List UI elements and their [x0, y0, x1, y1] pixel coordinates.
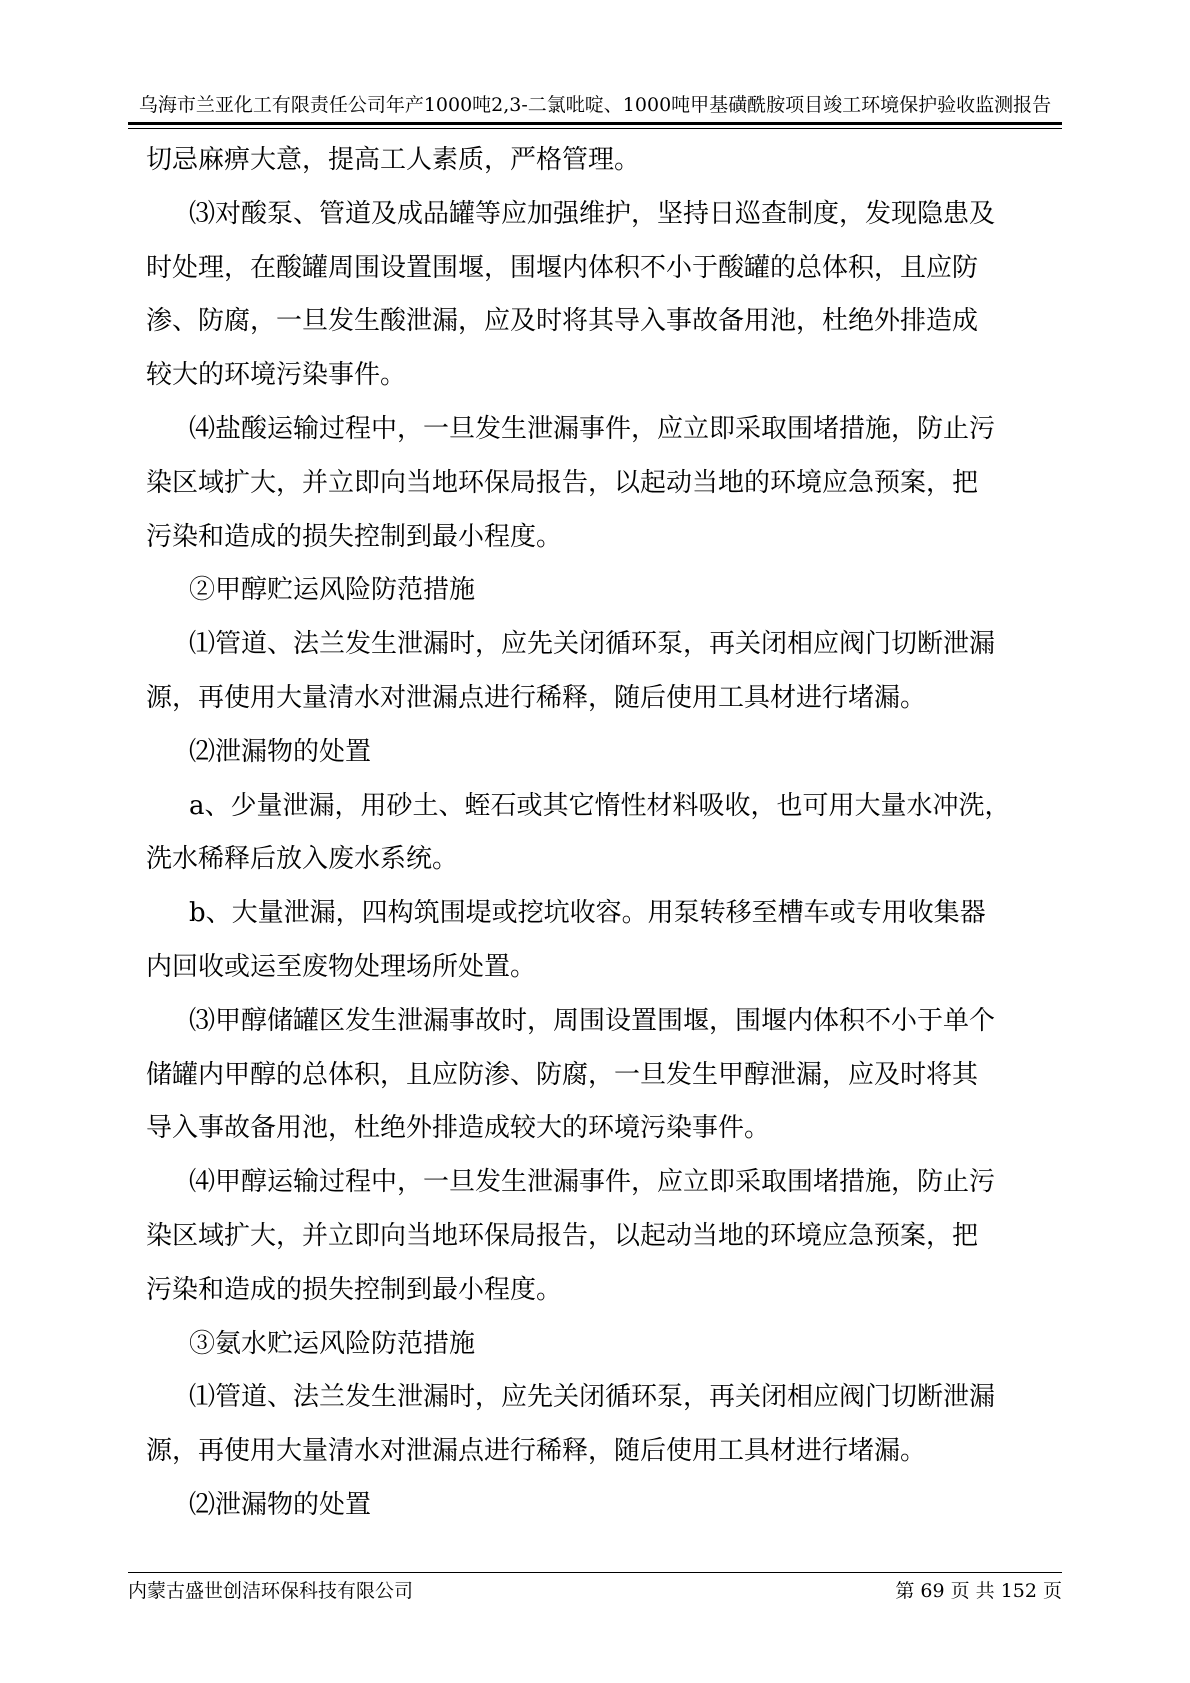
text-line: ⑶甲醇储罐区发生泄漏事故时，周围设置围堰，围堰内体积不小于单个 — [189, 1005, 996, 1036]
header-divider-thick — [128, 122, 1062, 125]
text-line: 导入事故备用池，杜绝外排造成较大的环境污染事件。 — [146, 1113, 771, 1144]
text-line: a、少量泄漏，用砂土、蛭石或其它惰性材料吸收，也可用大量水冲洗， — [189, 790, 1011, 821]
text-line: 内回收或运至废物处理场所处置。 — [146, 951, 537, 982]
footer-company: 内蒙古盛世创洁环保科技有限公司 — [128, 1580, 414, 1602]
text-line: 源，再使用大量清水对泄漏点进行稀释，随后使用工具材进行堵漏。 — [146, 682, 927, 713]
section-heading: ③氨水贮运风险防范措施 — [189, 1328, 476, 1359]
text-line: 时处理，在酸罐周围设置围堰，围堰内体积不小于酸罐的总体积，且应防 — [146, 252, 979, 283]
text-line: 洗水稀释后放入废水系统。 — [146, 844, 459, 875]
text-line: 源，再使用大量清水对泄漏点进行稀释，随后使用工具材进行堵漏。 — [146, 1436, 927, 1467]
text-line: 储罐内甲醇的总体积，且应防渗、防腐，一旦发生甲醇泄漏，应及时将其 — [146, 1059, 979, 1090]
section-heading: ②甲醇贮运风险防范措施 — [189, 575, 476, 606]
page-header-title: 乌海市兰亚化工有限责任公司年产1000吨2,3-二氯吡啶、1000吨甲基磺酰胺项目竣工环境保护验收监测报告 — [138, 94, 1052, 116]
text-line: b、大量泄漏，四构筑围堤或挖坑收容。用泵转移至槽车或专用收集器 — [189, 898, 986, 929]
text-line: 污染和造成的损失控制到最小程度。 — [146, 521, 563, 552]
text-line: ⑴管道、法兰发生泄漏时，应先关闭循环泵，再关闭相应阀门切断泄漏 — [189, 629, 996, 660]
text-line: 渗、防腐，一旦发生酸泄漏，应及时将其导入事故备用池，杜绝外排造成 — [146, 306, 979, 337]
text-line: 污染和造成的损失控制到最小程度。 — [146, 1274, 563, 1305]
text-line: ⑷盐酸运输过程中，一旦发生泄漏事件，应立即采取围堵措施，防止污 — [189, 413, 996, 444]
text-line: ⑴管道、法兰发生泄漏时，应先关闭循环泵，再关闭相应阀门切断泄漏 — [189, 1382, 996, 1413]
text-line: ⑶对酸泵、管道及成品罐等应加强维护，坚持日巡查制度，发现隐患及 — [189, 198, 996, 229]
document-body — [146, 134, 1056, 1533]
footer-divider — [128, 1572, 1062, 1573]
text-line: 染区域扩大，并立即向当地环保局报告，以起动当地的环境应急预案，把 — [146, 467, 979, 498]
text-line: ⑵泄漏物的处置 — [189, 1489, 372, 1520]
text-line: ⑷甲醇运输过程中，一旦发生泄漏事件，应立即采取围堵措施，防止污 — [189, 1167, 996, 1198]
page-number: 第 69 页 共 152 页 — [895, 1580, 1062, 1602]
text-line: 切忌麻痹大意，提高工人素质，严格管理。 — [146, 145, 641, 175]
text-line: 较大的环境污染事件。 — [146, 360, 407, 391]
header-divider-thin — [128, 128, 1062, 129]
text-line: 染区域扩大，并立即向当地环保局报告，以起动当地的环境应急预案，把 — [146, 1220, 979, 1251]
text-line: ⑵泄漏物的处置 — [189, 736, 372, 767]
